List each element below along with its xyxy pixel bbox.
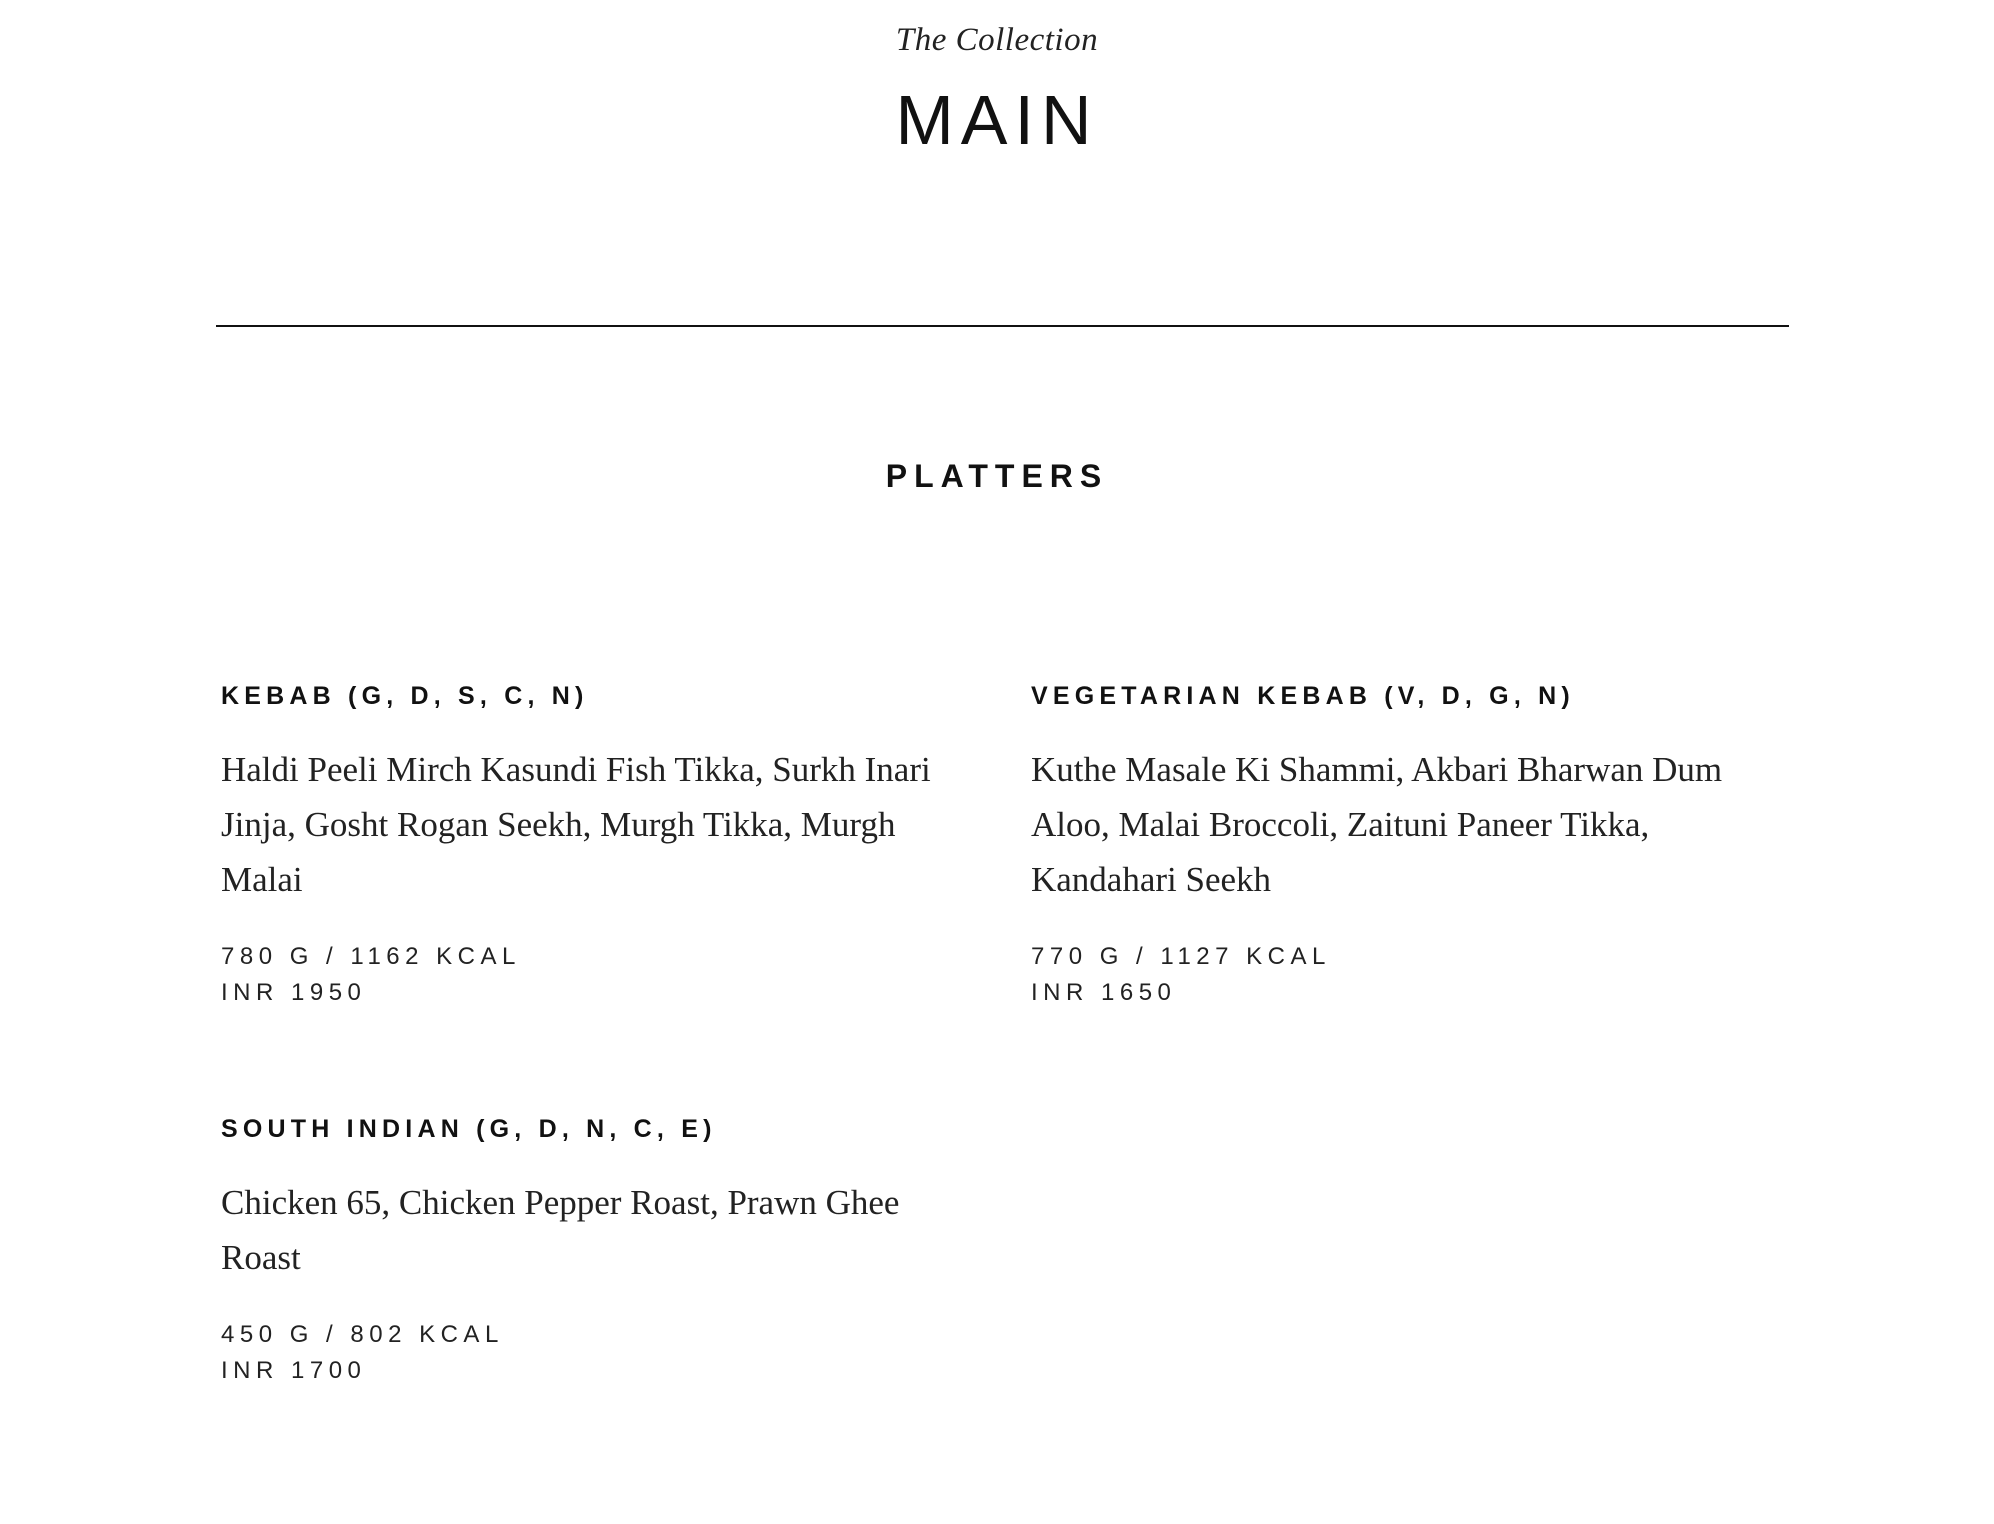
- collection-label: The Collection: [895, 22, 1099, 58]
- menu-item-name: VEGETARIAN KEBAB (V, D, G, N): [1031, 682, 1575, 710]
- menu-item-description: Kuthe Masale Ki Shammi, Akbari Bharwan Dum Aloo, Malai Broccoli, Zaituni Paneer Tikka, Kandahari Seekh: [1031, 750, 1723, 899]
- menu-item-description: Chicken 65, Chicken Pepper Roast, Prawn Ghee Roast: [221, 1183, 900, 1277]
- menu-item-weight-kcal: 780 G / 1162 KCAL: [221, 943, 521, 970]
- menu-item: [221, 1113, 961, 1389]
- divider: [216, 325, 1789, 327]
- page-title: MAIN: [895, 81, 1099, 159]
- menu-item-price: INR 1650: [1031, 979, 1177, 1006]
- menu-item-weight-kcal: 450 G / 802 KCAL: [221, 1321, 504, 1348]
- menu-item-description: Haldi Peeli Mirch Kasundi Fish Tikka, Surkh Inari Jinja, Gosht Rogan Seekh, Murgh Tikka, Murgh Malai: [221, 750, 931, 899]
- menu-item-name: SOUTH INDIAN (G, D, N, C, E): [221, 1115, 717, 1143]
- section-title: PLATTERS: [885, 458, 1109, 494]
- menu-item: [1031, 680, 1771, 1011]
- menu-item-price: INR 1700: [221, 1357, 367, 1384]
- menu-item-weight-kcal: 770 G / 1127 KCAL: [1031, 943, 1331, 970]
- menu-item: [221, 680, 961, 1011]
- menu-item-name: KEBAB (G, D, S, C, N): [221, 682, 589, 710]
- menu-item-price: INR 1950: [221, 979, 367, 1006]
